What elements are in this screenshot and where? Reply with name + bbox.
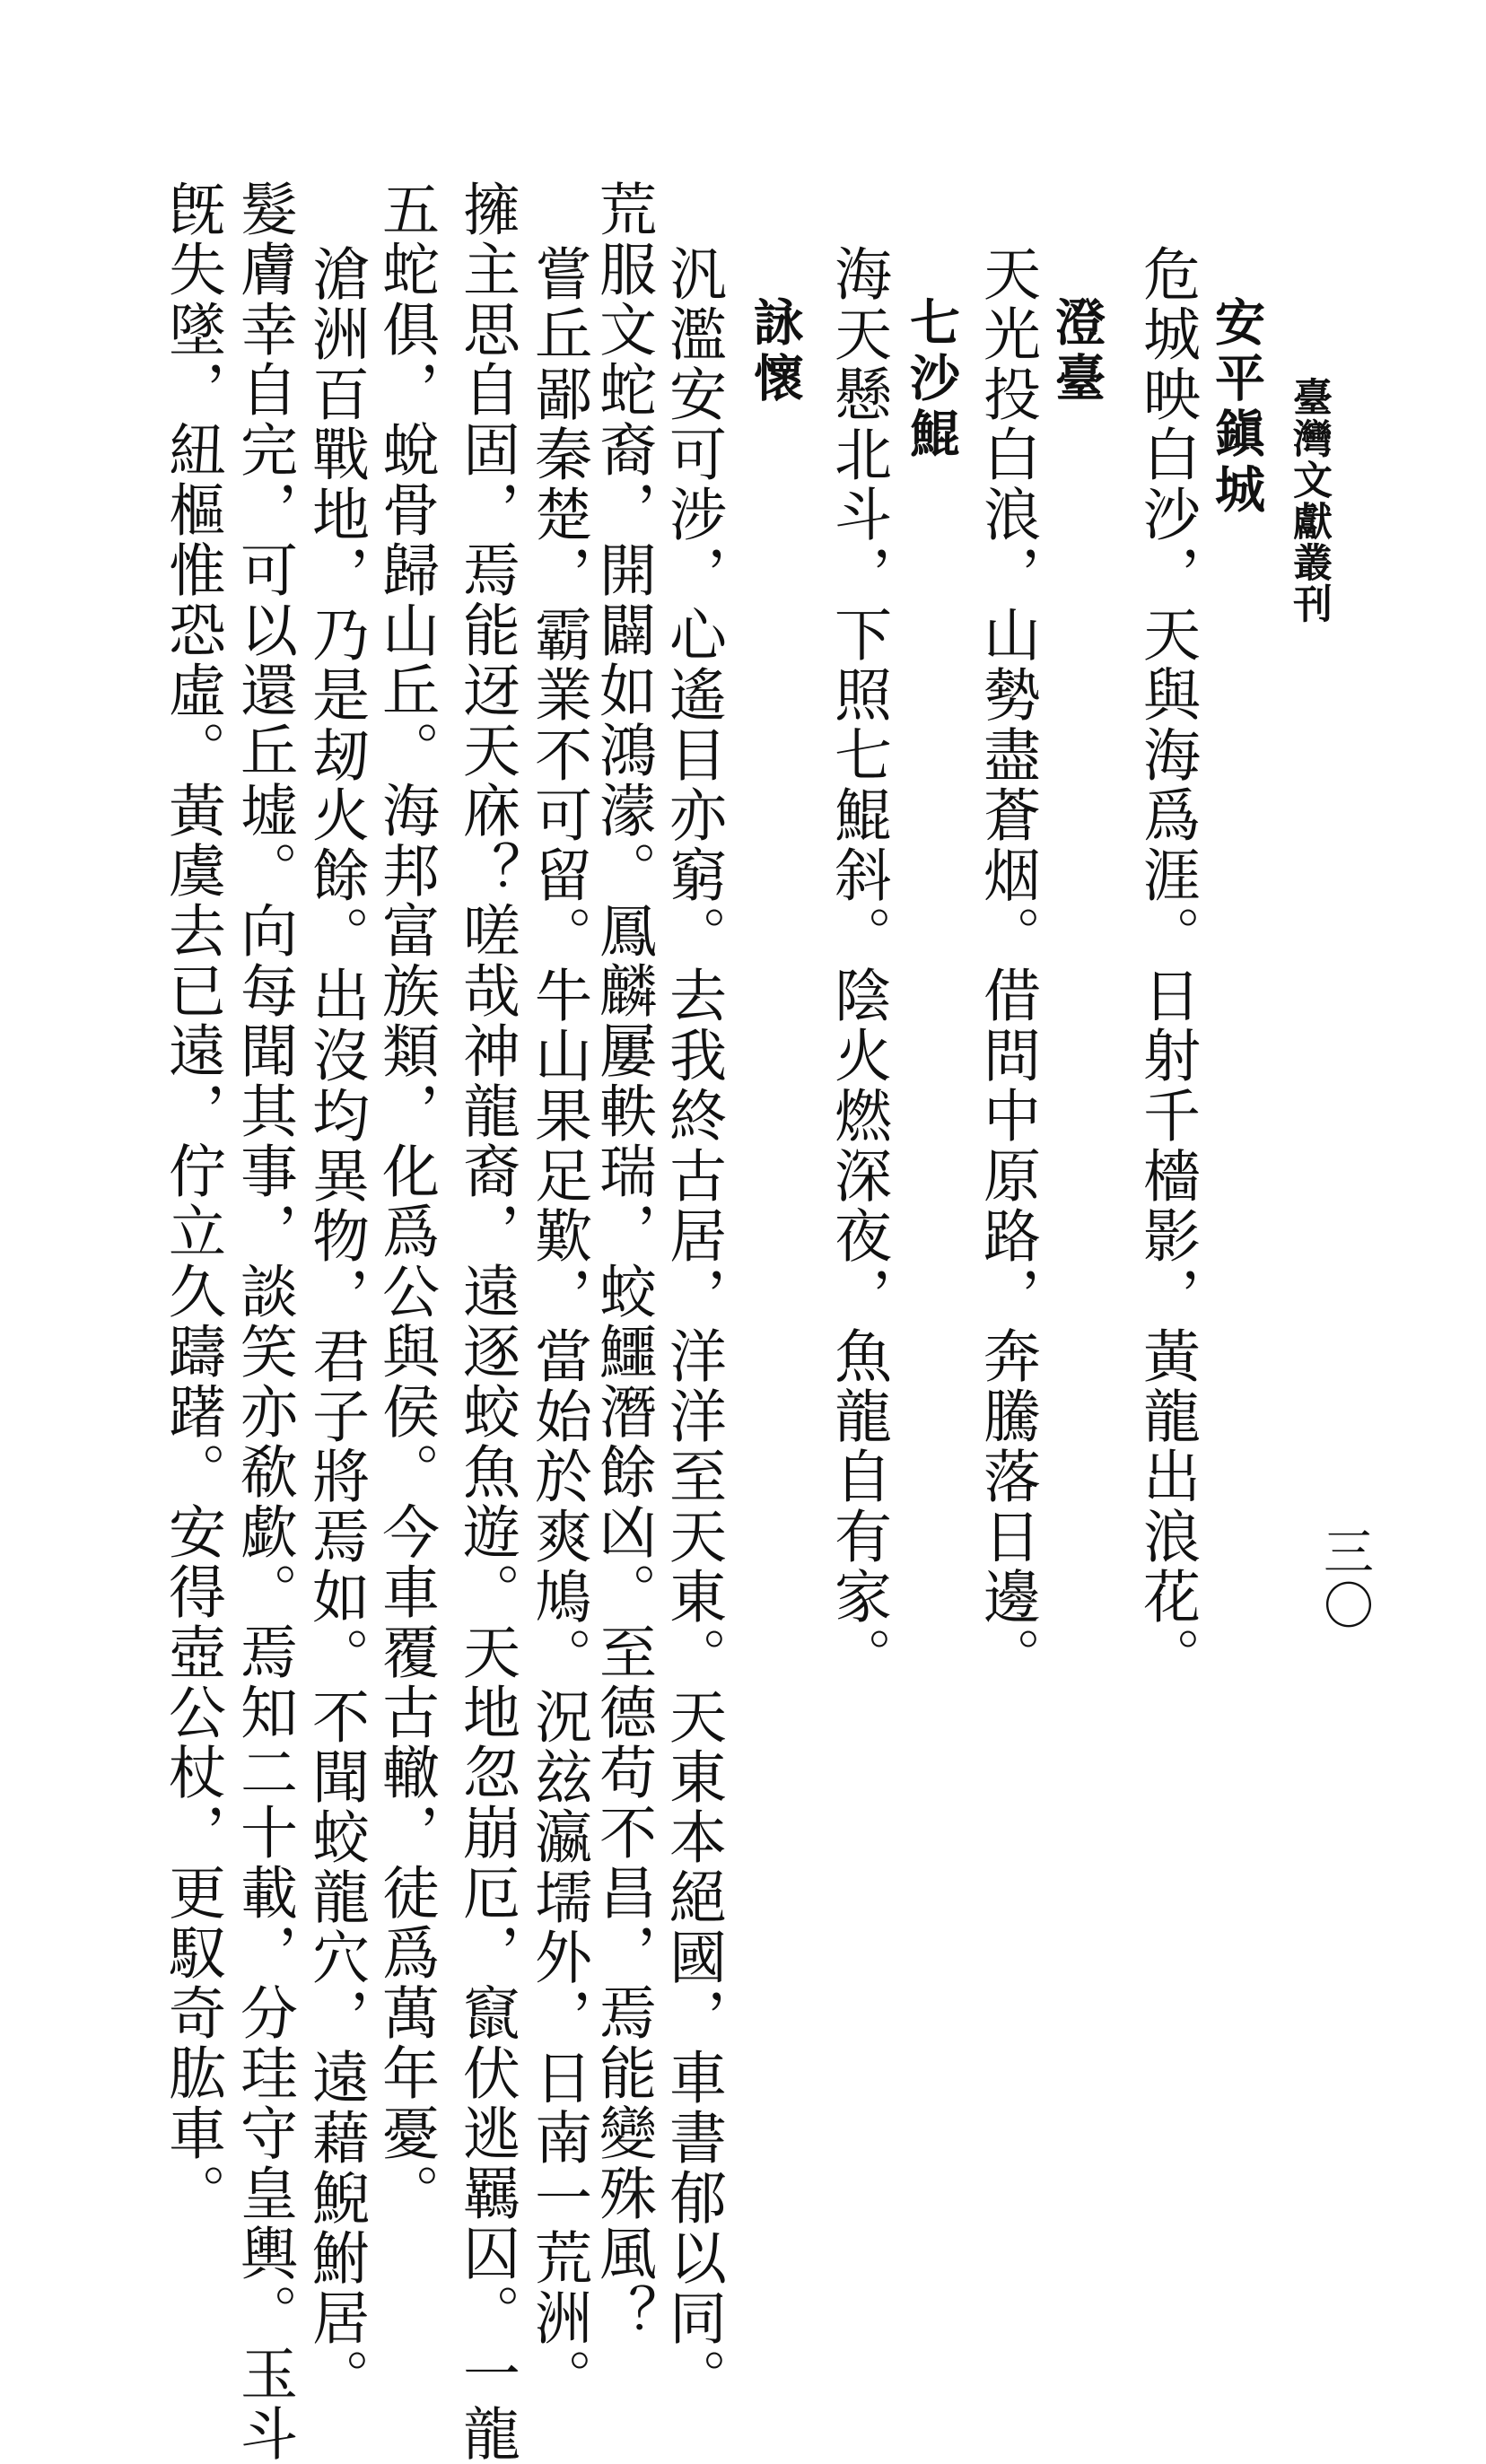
poem-title: 詠懷 xyxy=(746,296,805,407)
poem-line: 旣失墜，紐樞惟恐虛。黃虞去已遠，佇立久躊躇。安得壺公杖，更馭奇肱車。 xyxy=(159,179,225,2224)
poem-line: 嘗丘鄙秦楚，霸業不可留。牛山果足歎，當始於爽鳩。況玆瀛壖外，日南一荒洲。 xyxy=(525,244,591,2408)
poem-line: 擁主思自固，焉能迓天庥？嗟哉神龍裔，遠逐蛟魚遊。天地忽崩厄，竄伏逃羈囚。一龍 xyxy=(453,179,520,2464)
poem-title: 安平鎭城 xyxy=(1207,296,1266,519)
poem-line: 汎濫安可涉，心遙目亦窮。去我終古居，洋洋至天東。天東本絕國，車書郁以同。 xyxy=(660,244,726,2408)
poem-title: 澄臺 xyxy=(1047,296,1106,407)
poem-line: 天光投白浪，山勢盡蒼烟。借問中原路，奔騰落日邊。 xyxy=(974,244,1040,1687)
poem-line: 髮膚幸自完，可以還丘墟。向每聞其事，談笑亦欷歔。焉知二十載，分珪守皇輿。玉斗 xyxy=(231,179,297,2464)
poem-title: 七沙鯤 xyxy=(902,296,961,463)
running-header-title: 臺灣文獻叢刊 xyxy=(1286,377,1332,625)
poem-line: 海天懸北斗，下照七鯤斜。陰火燃深夜，魚龍自有家。 xyxy=(825,244,891,1687)
poem-line: 荒服文蛇裔，開闢如鴻濛。鳳麟屢軼瑞，蛟鱷潛餘凶。至德苟不昌，焉能變殊風？ xyxy=(590,179,656,2344)
poem-line: 危城映白沙，天與海爲涯。日射千檣影，黃龍出浪花。 xyxy=(1133,244,1200,1687)
poem-line: 滄洲百戰地，乃是刼火餘。出沒均異物，君子將焉如。不聞蛟龍穴，遠藉鯢鮒居。 xyxy=(302,244,369,2408)
page-number: 三〇 xyxy=(1316,1525,1374,1633)
poem-line: 五蛇俱，蛻骨歸山丘。海邦富族類，化爲公與侯。今車覆古轍，徒爲萬年憂。 xyxy=(372,179,439,2224)
